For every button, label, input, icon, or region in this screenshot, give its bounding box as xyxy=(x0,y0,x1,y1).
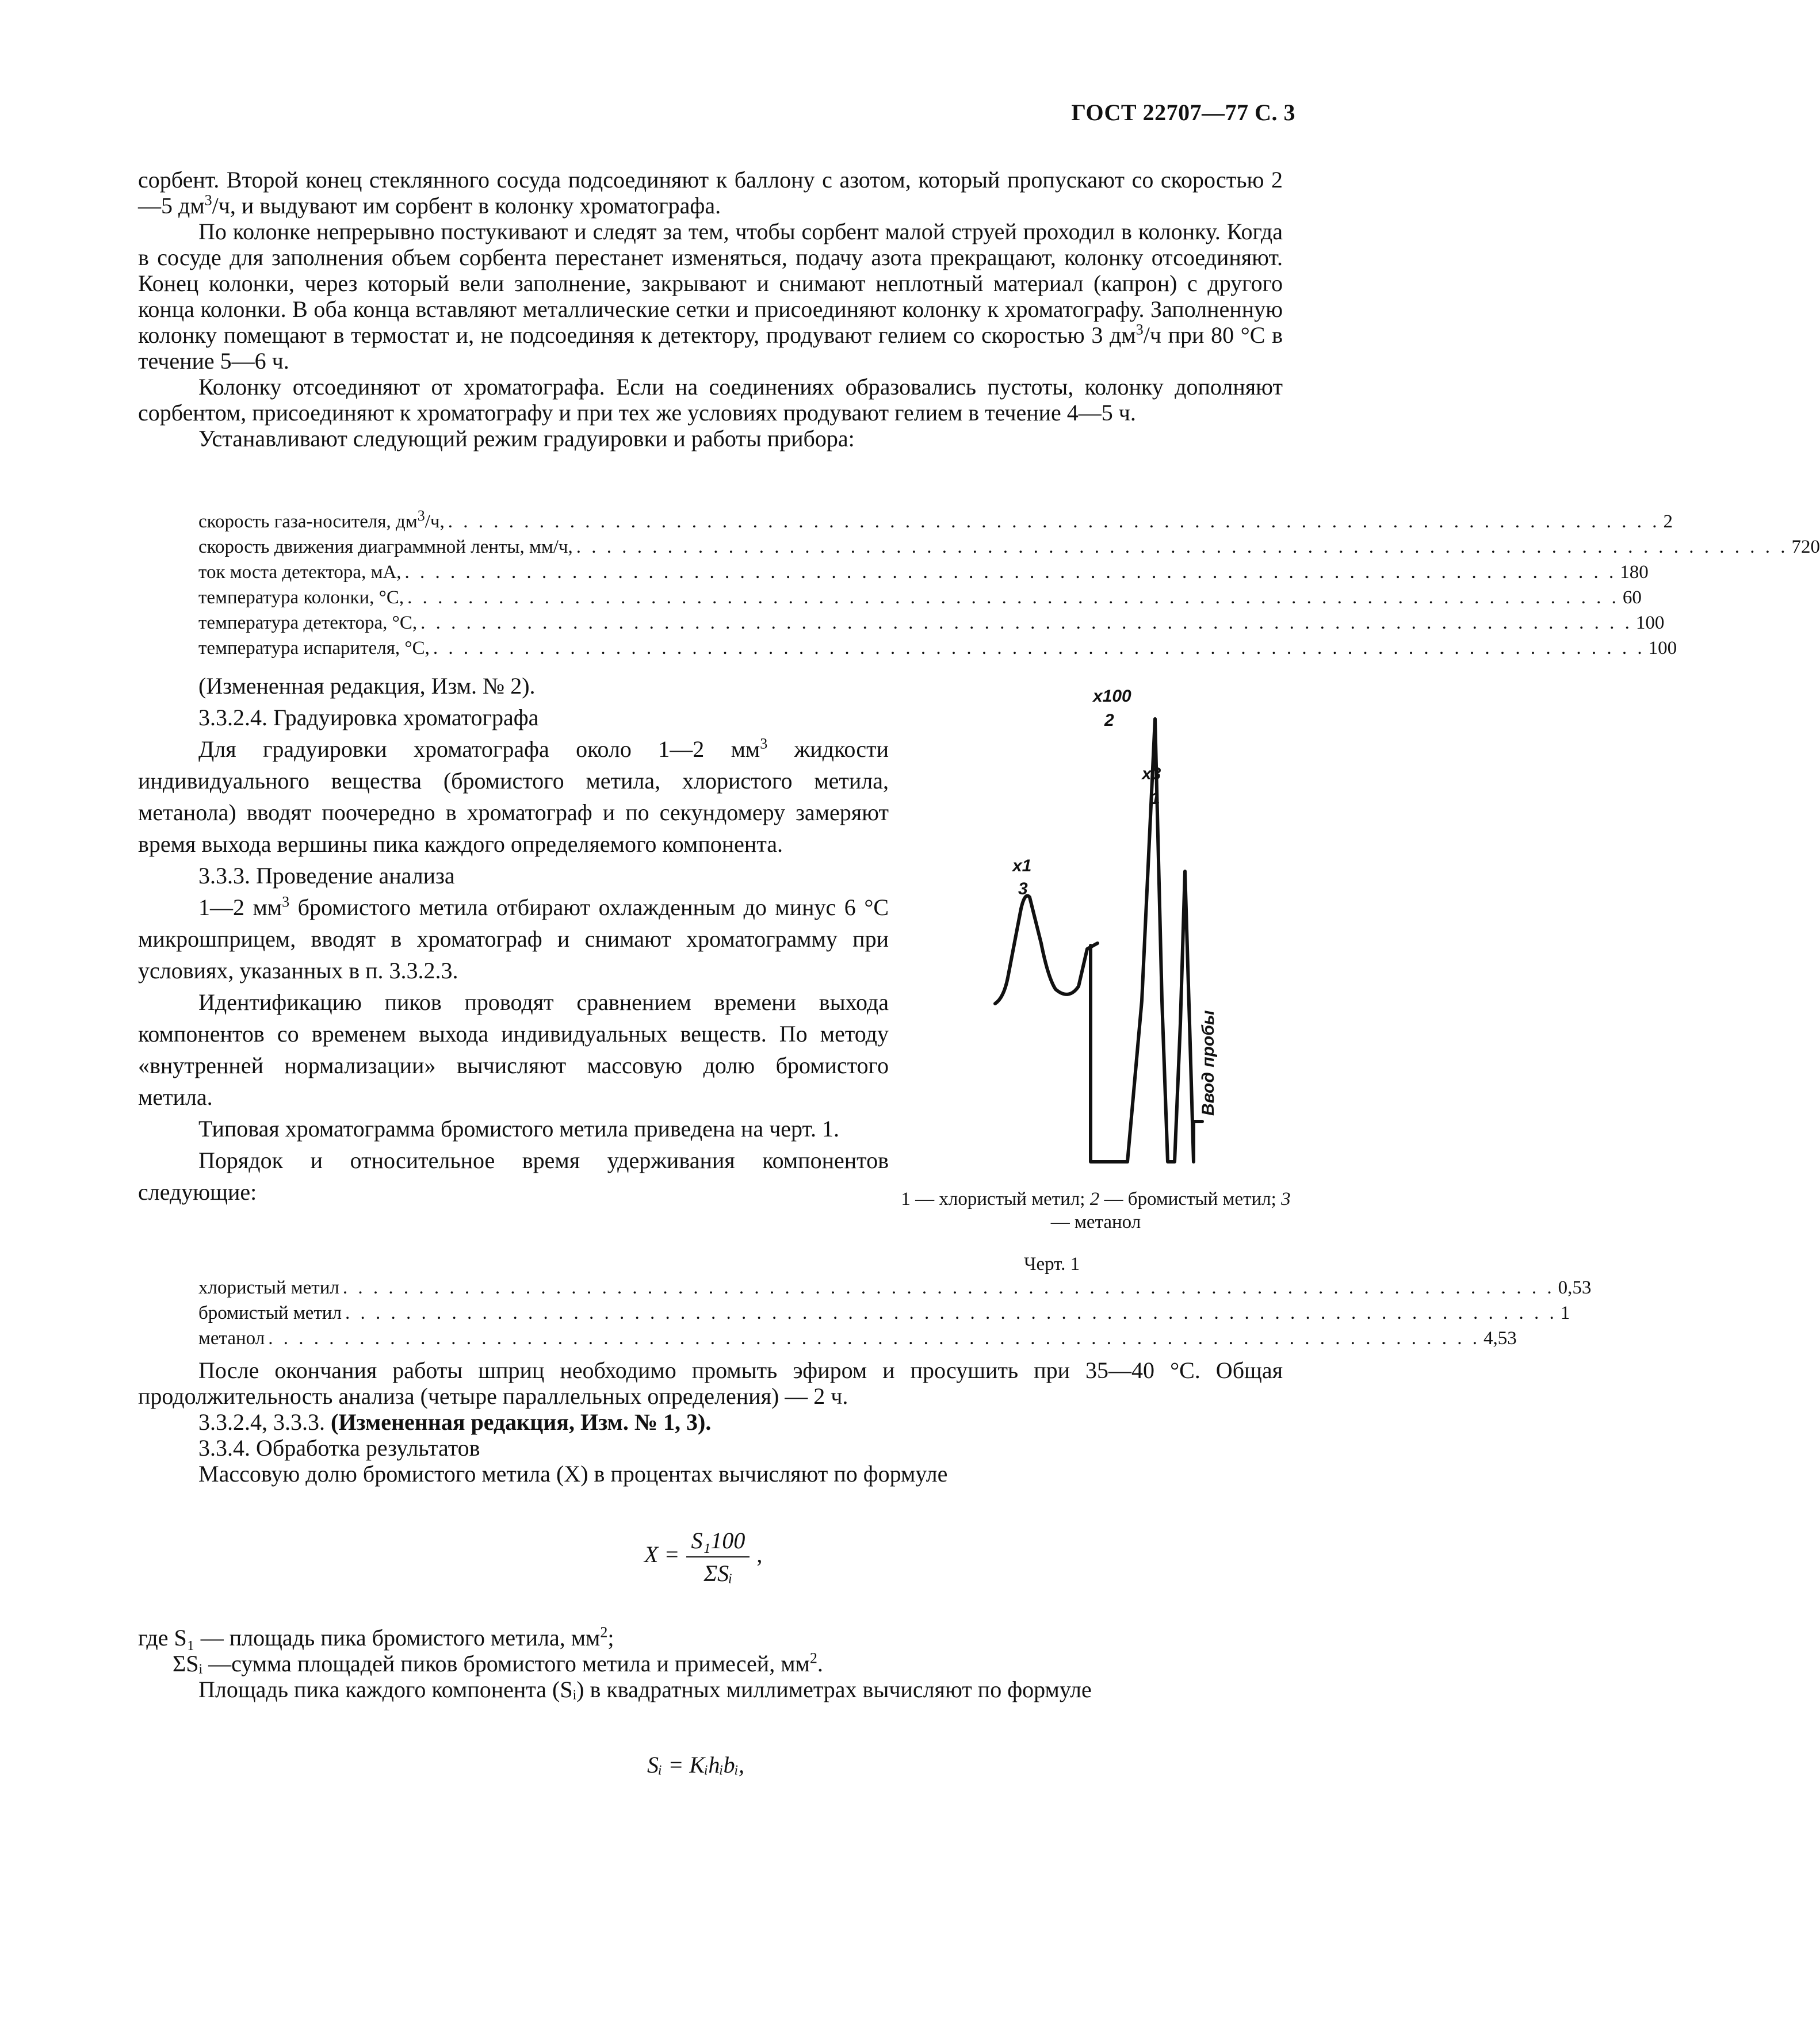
paragraph-typical-chromatogram: Типовая хроматограмма бромистого метила приведена на черт. 1. xyxy=(198,1116,840,1142)
paragraph-text: сорбент. Второй конец стеклянного сосуда подсоединяют к баллону с азотом, который пропускают со скоростью 2—5 дм xyxy=(138,167,1283,219)
settings-row xyxy=(198,534,1820,560)
retention-row xyxy=(198,1275,1592,1300)
leader-dots: . . . . . . . . . . . . . . . . . . . . . . . . . . . . . . . . . . . . . . . . . . . . . . . . . . . . . . . . . . . . . . . . . . . . . . . . . . . . . . . . xyxy=(268,1328,1480,1349)
leader-dots: . . . . . . . . . . . . . . . . . . . . . . . . . . . . . . . . . . . . . . . . . . . . . . . . . . . . . . . . . . . . . . . . . . . . . . . . . . . . . . . . xyxy=(404,562,1617,583)
revision-note-2: 3.3.2.4, 3.3.3. (Измененная редакция, Изм. № 1, 3). xyxy=(198,1409,712,1435)
retention-row xyxy=(198,1326,1517,1351)
settings-value: 720 xyxy=(1791,537,1820,557)
after-block xyxy=(138,1357,1283,1487)
figure-title: Черт. 1 xyxy=(1024,1254,1080,1275)
label-peak-2: 2 xyxy=(1104,711,1114,730)
where-block xyxy=(138,1625,1283,1702)
definition-sum-si: ΣSᵢ —сумма площадей пиков бромистого метила и примесей, $мм^2$. xyxy=(173,1649,823,1677)
formula-tail: , xyxy=(756,1541,763,1568)
paragraph-mode-intro: Устанавливают следующий режим градуировки и работы прибора: xyxy=(198,426,855,451)
left-column xyxy=(138,670,889,1208)
settings-label: скорость газа-носителя, $дм^3/ч$, xyxy=(198,507,445,532)
paragraph-text: /ч при 80 °С в течение 5—6 ч. xyxy=(138,322,1283,374)
figure-caption: 1 — хлористый метил; 2 — бромистый метил; 3 — метанол xyxy=(901,1189,1291,1233)
paragraph-column-disconnect: Колонку отсоединяют от хроматографа. Если на соединениях образовались пустоты, колонку дополняют сорбентом, присоединяют к хроматографу и при тех же условиях продувают гелием в течение 4—5 ч. xyxy=(138,374,1283,426)
intro-block xyxy=(138,167,1283,451)
settings-label: температура детектора, °С, xyxy=(198,613,418,633)
paragraph-text: /ч, и выдувают им сорбент в колонку хроматографа. xyxy=(212,193,721,219)
paragraph-calibration: Для градуировки хроматографа около 1—2 $мм^3$ жидкости индивидуального вещества (бромистого метила, хлористого метила, метанола) вводят поочередно в хроматограф и по секундомеру замеряют время выхода вершины пика каждого определяемого компонента. xyxy=(138,735,889,857)
settings-row xyxy=(198,507,1673,534)
leader-dots: . . . . . . . . . . . . . . . . . . . . . . . . . . . . . . . . . . . . . . . . . . . . . . . . . . . . . . . . . . . . . . . . . . . . . . . . . . . . . . . . xyxy=(420,613,1632,633)
formula-mass-fraction xyxy=(644,1527,762,1587)
formula-numerator: S₁100 xyxy=(686,1527,750,1557)
settings-value: 2 xyxy=(1663,511,1673,532)
retention-label: метанол xyxy=(198,1328,265,1349)
settings-label: скорость движения диаграммной ленты, мм/ч, xyxy=(198,537,573,557)
settings-list xyxy=(198,507,1820,661)
leader-dots: . . . . . . . . . . . . . . . . . . . . . . . . . . . . . . . . . . . . . . . . . . . . . . . . . . . . . . . . . . . . . . . . . . . . . . . . . . . . . . . . xyxy=(345,1303,1557,1323)
section-title-3324: 3.3.2.4. Градуировка хроматографа xyxy=(198,705,539,730)
formula-lhs: X = xyxy=(644,1541,680,1568)
section-title-334: 3.3.4. Обработка результатов xyxy=(198,1435,480,1461)
section-title-333: 3.3.3. Проведение анализа xyxy=(198,863,455,889)
superscript: 3 xyxy=(204,192,212,209)
settings-value: 100 xyxy=(1648,638,1677,659)
revision-note: (Измененная редакция, Изм. № 2). xyxy=(198,673,536,699)
formula-peak-area: Sᵢ = Kᵢhᵢbᵢ, xyxy=(647,1752,744,1778)
retention-row xyxy=(198,1300,1570,1326)
settings-label: температура колонки, °С, xyxy=(198,587,404,608)
settings-label: ток моста детектора, мА, xyxy=(198,562,402,583)
leader-dots: . . . . . . . . . . . . . . . . . . . . . . . . . . . . . . . . . . . . . . . . . . . . . . . . . . . . . . . . . . . . . . . . . . . . . . . . . . . . . . . . xyxy=(448,511,1660,532)
retention-list xyxy=(198,1275,1592,1351)
settings-label: температура испарителя, °С, xyxy=(198,638,430,659)
label-x3: x3 xyxy=(1142,764,1161,783)
retention-value: 4,53 xyxy=(1483,1328,1517,1349)
settings-row xyxy=(198,610,1665,636)
retention-value: 1 xyxy=(1560,1303,1570,1323)
chromatogram-figure xyxy=(915,679,1294,1271)
formula-denominator: ΣSᵢ xyxy=(703,1560,733,1586)
leader-dots: . . . . . . . . . . . . . . . . . . . . . . . . . . . . . . . . . . . . . . . . . . . . . . . . . . . . . . . . . . . . . . . . . . . . . . . . . . . . . . . . xyxy=(433,638,1645,659)
chromatogram-trace-main xyxy=(1091,719,1194,1162)
retention-label: бромистый метил xyxy=(198,1303,342,1323)
label-x1: x1 xyxy=(1012,856,1032,875)
leader-dots: . . . . . . . . . . . . . . . . . . . . . . . . . . . . . . . . . . . . . . . . . . . . . . . . . . . . . . . . . . . . . . . . . . . . . . . . . . . . . . . . xyxy=(576,537,1788,557)
settings-row xyxy=(198,560,1649,585)
paragraph-identification: Идентификацию пиков проводят сравнением времени выхода компонентов со временем выхода индивидуальных веществ. По методу «внутренней нормализации» вычисляют массовую долю бромистого метила. xyxy=(138,989,889,1110)
chromatogram-trace-methanol xyxy=(995,896,1098,1004)
superscript: 3 xyxy=(1135,321,1144,338)
definition-s1: где S₁ — площадь пика бромистого метила, $мм^2$; xyxy=(138,1624,614,1651)
label-peak-3: 3 xyxy=(1018,879,1028,898)
paragraph-sorbent xyxy=(138,167,1283,219)
retention-value: 0,53 xyxy=(1558,1277,1592,1298)
paragraph-column-filling xyxy=(138,219,1283,374)
formula-fraction xyxy=(686,1527,750,1587)
settings-row xyxy=(198,636,1677,661)
paragraph-analysis: 1—2 $мм^3$ бромистого метила отбирают охлажденным до минус 6 °С микрошприцем, вводят в хроматограф и снимают хроматограмму при условиях, указанных в п. 3.3.2.3. xyxy=(138,893,889,983)
settings-value: 180 xyxy=(1620,562,1649,583)
label-x100: x100 xyxy=(1093,687,1131,706)
retention-label: хлористый метил xyxy=(198,1277,339,1298)
settings-value: 60 xyxy=(1622,587,1642,608)
settings-value: 100 xyxy=(1635,613,1665,633)
page-header: ГОСТ 22707—77 С. 3 xyxy=(1071,99,1295,125)
leader-dots: . . . . . . . . . . . . . . . . . . . . . . . . . . . . . . . . . . . . . . . . . . . . . . . . . . . . . . . . . . . . . . . . . . . . . . . . . . . . . . . . xyxy=(407,587,1619,608)
paragraph-peak-area: Площадь пика каждого компонента (Sᵢ) в квадратных миллиметрах вычисляют по формуле xyxy=(198,1677,1092,1702)
label-peak-1: 1 xyxy=(1150,789,1160,808)
paragraph-wash: После окончания работы шприц необходимо промыть эфиром и просушить при 35—40 °С. Общая продолжительность анализа (четыре параллельных определения) — 2 ч. xyxy=(138,1357,1283,1409)
label-injection: Ввод пробы xyxy=(1199,1010,1218,1116)
paragraph-text: По колонке непрерывно постукивают и следят за тем, чтобы сорбент малой струей проходил в колонку. Когда в сосуде для заполнения объем сорбента перестанет изменяться, подачу азота прекращают, колонку отсоединяют. Конец колонки, через который вели заполнение, закрывают и снимают неплотный материал (капрон) с другого конца колонки. В оба конца вставляют металлические сетки и присоединяют колонку к хроматографу. Заполненную колонку помещают в термостат и, не подсоединяя к детектору, продувают гелием со скоростью 3 дм xyxy=(138,219,1283,348)
leader-dots: . . . . . . . . . . . . . . . . . . . . . . . . . . . . . . . . . . . . . . . . . . . . . . . . . . . . . . . . . . . . . . . . . . . . . . . . . . . . . . . . xyxy=(342,1277,1555,1298)
settings-row xyxy=(198,585,1642,610)
paragraph-mass-fraction: Массовую долю бромистого метила (X) в процентах вычисляют по формуле xyxy=(198,1461,948,1487)
paragraph-retention-order: Порядок и относительное время удерживания компонентов следующие: xyxy=(138,1147,889,1205)
